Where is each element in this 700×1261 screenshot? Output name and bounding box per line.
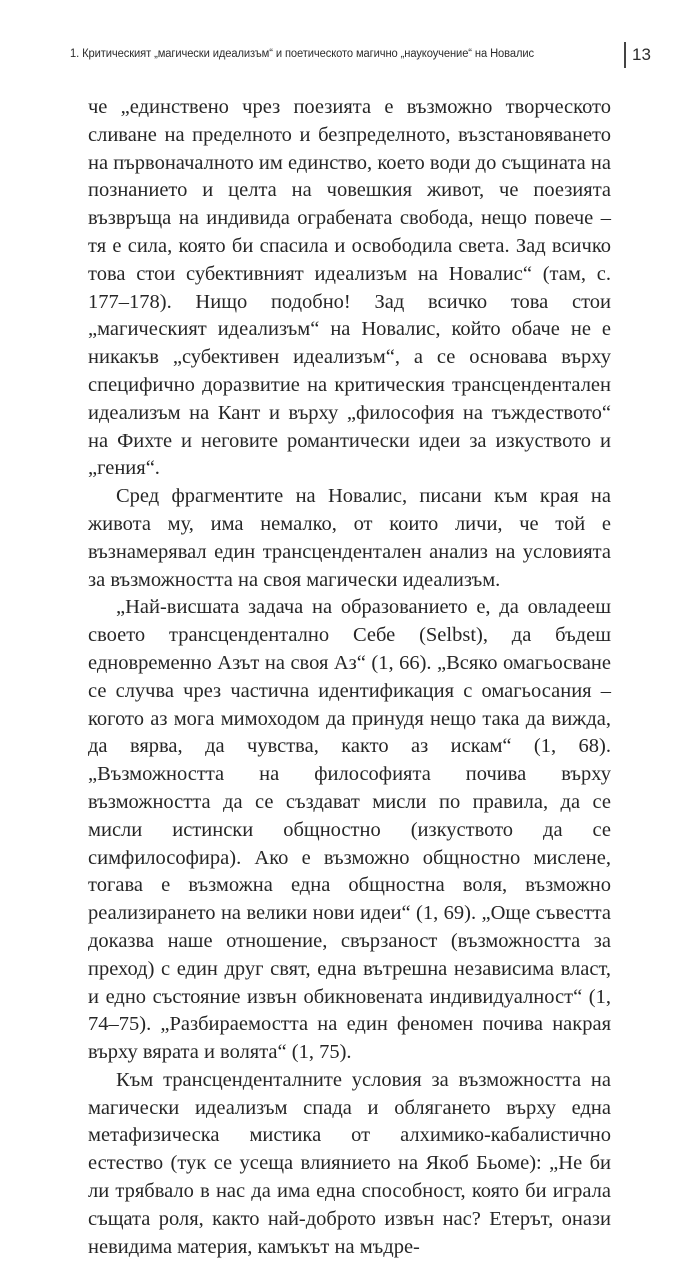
- paragraph-4: Към трансценденталните условия за възможността на магически идеализъм спада и облягането върху една метафизическа мистика от алхимико-кабалистично естество (тук се усеща влиянието на Якоб Бьоме): „Не би ли трябвало в нас да има една способност, която би играла същата роля, както най-доброто извън нас? Етерът, онази невидима материя, камъкът на мъдре-: [88, 1068, 611, 1258]
- paragraph-2: Сред фрагментите на Новалис, писани към края на живота му, има немалко, от които личи, че той е възнамерявал един трансцендентален анализ на условията за възможността на своя магически идеализъм.: [88, 485, 611, 591]
- header-divider: [624, 42, 626, 68]
- running-title: 1. Критическият „магически идеализъм“ и поетическото магично „наукоучение“ на Новалис: [70, 48, 534, 60]
- paragraph-1: че „единствено чрез поезията е възможно творческото сливане на пределното и безпределното, възстановяването на първоначалното им единство, което води до същината на познанието и целта на човешкия живот, че поезията възвръща на индивида ограбената свобода, нещо повече – тя е сила, която би спасила и освободила света. Зад всичко това стои субективният идеализъм на Новалис“ (там, с. 177–178). Нищо подобно! Зад всичко това стои „магическият идеализъм“ на Новалис, който обаче не е никакъв „субективен идеализъм“, а се основава върху специфично доразвитие на критическия трансцендентален идеализъм на Кант и върху „философия на тъждеството“ на Фихте и неговите романтически идеи за изкуството и „гения“.: [88, 96, 611, 480]
- paragraph-3: „Най-висшата задача на образованието е, да овладееш своето трансцендентално Себе (Selbst), да бъдеш едновременно Азът на своя Аз“ (1, 66). „Всяко омагьосване се случва чрез частична идентификация с омагьосания – когото аз мога мимоходом да принудя нещо така да вижда, да вярва, да чувства, както аз искам“ (1, 68). „Възможността на философията почива върху възможността да се създават мисли по правила, да се мисли истински общностно (изкуството да се симфилософира). Ако е възможно общностно мислене, тогава е възможна една общностна воля, възможно реализирането на велики нови идеи“ (1, 69). „Още съвестта доказва наше отношение, свързаност (възможността за преход) с един друг свят, една вътрешна независима власт, и едно състояние извън обикновената индивидуалност“ (1, 74–75). „Разбираемостта на един феномен почива накрая върху вярата и волята“ (1, 75).: [88, 596, 611, 1064]
- page-number: 13: [632, 45, 651, 64]
- running-header: [70, 42, 651, 68]
- body-text: [88, 94, 611, 1261]
